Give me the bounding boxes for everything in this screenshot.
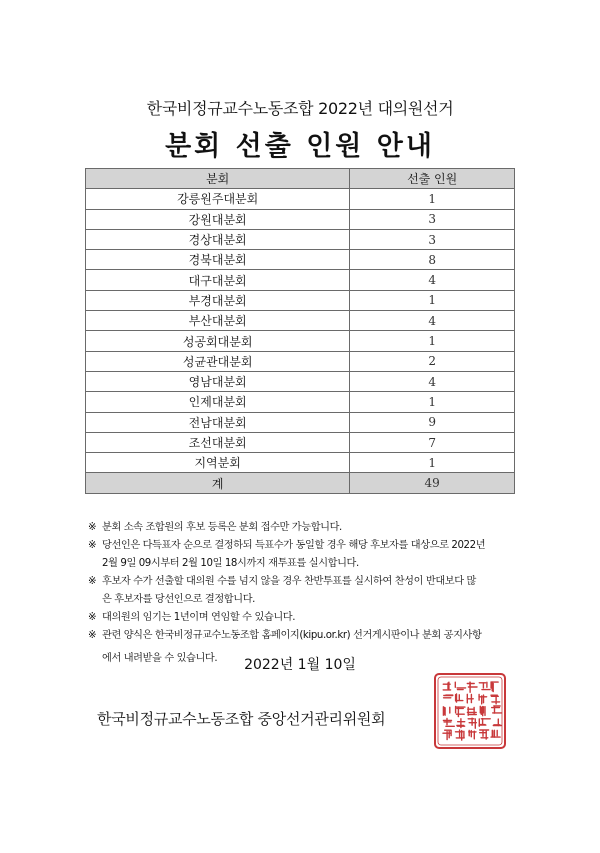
note-reference-mark: ※ [88,522,97,533]
table-row [86,392,515,412]
table-row [86,351,515,371]
table-row [86,331,515,351]
note-item [88,519,528,537]
branch-name: 지역분회 [86,453,350,473]
branch-name: 성균관대분회 [86,351,350,371]
table-row [86,412,515,432]
delegate-count: 4 [350,311,515,331]
note-reference-mark: ※ [88,612,97,623]
delegate-count: 2 [350,351,515,371]
table-row [86,432,515,452]
delegate-count: 8 [350,250,515,270]
notice-subtitle: 한국비정규교수노동조합 2022년 대의원선거 [146,99,454,118]
branch-name: 전남대분회 [86,412,350,432]
seal-glyph-strokes [443,682,502,740]
table-row [86,453,515,473]
delegate-count: 7 [350,432,515,452]
column-header-branch: 분회 [86,169,350,189]
issuing-organization: 한국비정규교수노동조합 중앙선거관리위원회 [97,710,386,728]
branch-name: 강릉원주대분회 [86,189,350,209]
note-item [88,609,528,627]
delegate-count: 4 [350,270,515,290]
table-row [86,290,515,310]
table-row [86,270,515,290]
delegate-count: 1 [350,189,515,209]
table-row [86,371,515,391]
note-line: 당선인은 다득표자 순으로 결정하되 득표수가 동일할 경우 해당 후보자를 대상으로 2022년 [102,540,486,551]
branch-name: 대구대분회 [86,270,350,290]
note-item [88,573,528,609]
allocation-table [85,168,515,494]
branch-name: 경상대분회 [86,229,350,249]
branch-name: 인제대분회 [86,392,350,412]
table-row [86,209,515,229]
branch-name: 부경대분회 [86,290,350,310]
note-line: 2월 9일 09시부터 2월 10일 18시까지 재투표를 실시합니다. [102,558,359,569]
note-reference-mark: ※ [88,630,97,641]
note-item [88,537,528,573]
notes-list [88,519,528,668]
delegate-count: 1 [350,453,515,473]
table-row [86,229,515,249]
table-row [86,250,515,270]
branch-name: 성공회대분회 [86,331,350,351]
delegate-count: 1 [350,290,515,310]
note-reference-mark: ※ [88,540,97,551]
total-count: 49 [350,473,515,493]
branch-name: 강원대분회 [86,209,350,229]
table-body [86,189,515,493]
delegate-count: 9 [350,412,515,432]
branch-name: 영남대분회 [86,371,350,391]
note-line: 분회 소속 조합원의 후보 등록은 분회 접수만 가능합니다. [102,522,342,533]
note-line: 은 후보자를 당선인으로 결정합니다. [102,594,255,605]
delegate-count: 1 [350,392,515,412]
notice-date: 2022년 1월 10일 [244,657,356,673]
table-header-row [86,169,515,189]
note-line: 대의원의 임기는 1년이며 연임할 수 있습니다. [102,612,296,623]
note-line: 관련 양식은 한국비정규교수노동조합 홈페이지(kipu.or.kr) 선거게시판이나 분회 공지사항 [102,630,482,641]
delegate-count: 3 [350,209,515,229]
table-total-row [86,473,515,493]
table-row [86,189,515,209]
branch-name: 부산대분회 [86,311,350,331]
notice-title: 분회 선출 인원 안내 [165,131,435,162]
note-line: 후보자 수가 선출할 대의원 수를 넘지 않을 경우 찬반투표를 실시하여 찬성이 반대보다 많 [102,576,476,587]
table-row [86,311,515,331]
branch-name: 조선대분회 [86,432,350,452]
delegate-count: 3 [350,229,515,249]
official-seal-stamp [433,672,507,750]
total-label: 계 [86,473,350,493]
branch-name: 경북대분회 [86,250,350,270]
delegate-count: 4 [350,371,515,391]
note-reference-mark: ※ [88,576,97,587]
column-header-count: 선출 인원 [350,169,515,189]
delegate-count: 1 [350,331,515,351]
note-line: 에서 내려받을 수 있습니다. [102,653,218,664]
